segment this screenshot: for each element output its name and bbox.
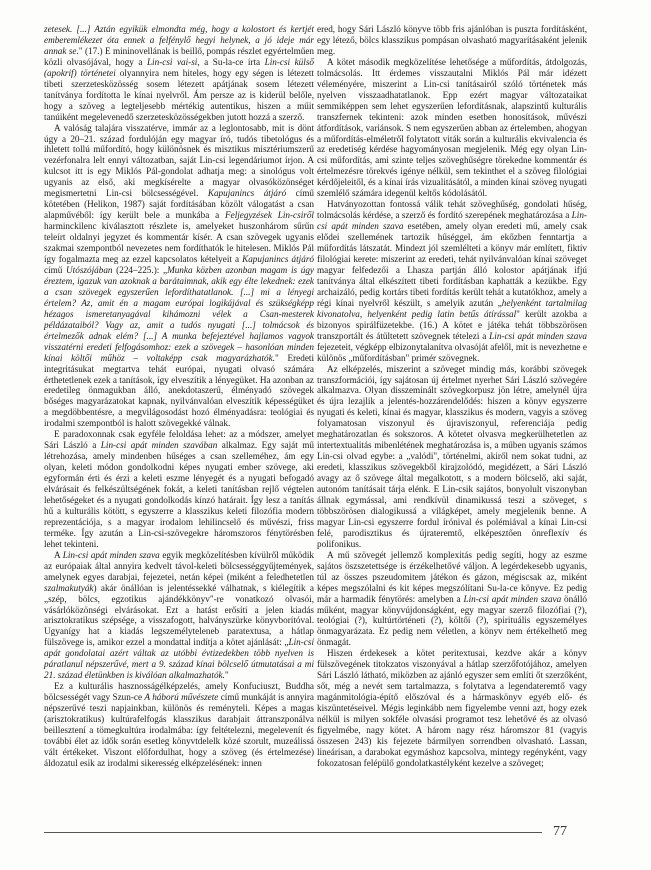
italic-text: Lin-csi apát minden szava: [317, 210, 587, 232]
text-run: esetében, amely olyan eredeti mű, amely csak elődei szellemének tartozik hűséggel, ám ekőzben fenntartja a műfordítás látszatát. Mindezt jól szemlélteti a könyv már említett, fiktív filológiai kerete: miszerint az eredeti, tehát nyilvánvalóan kínai szöveget magyar felfedezői a Lhasza partján álló kolostor apátjának ifjú tanítványa által elkészített tibeti fordításban kaphatták a kezükbe. Egy archaizáló, pedig kortárs tibeti fordítás került tehát a kutatókhoz, amely a régi kínai nyelvről készült, s amelyik azután „: [317, 221, 587, 308]
paragraph: [317, 550, 587, 649]
italic-text: zetesek. [...] Aztán egyikük elmondta még, hogy a kolostort és kertjét emberemlékezet óta ennek a felfénylő hegyi helynek, a jó ideje már annak se: [44, 24, 314, 56]
text-run: E paradoxonnak csak egyféle feloldása lehet: az a módszer, amelyet Sári László a: [44, 429, 314, 451]
italic-text: Lin-csi apát minden szava: [489, 330, 588, 341]
paragraph: [317, 364, 587, 550]
text-run: ) akár önállóan is jelentéssekké válhatnak, s kiélegítik a „szép, bölcs, egzotikus ajándékkönyv"-re vonatkozó olvasói, vásárlóközönségi elvárásokat. Ezt a hatást erősíti a jelen kiadás arisztokratikus szépsége, a visszafogott, halványszürke könyvborítóval. Ugyanígy hat a kiadás legszemélyteleneb paratextusa, a hátlap fülszövege is, amikor ezzel a mondattal indítja a kötet ajánlását: „: [44, 582, 314, 648]
italic-text: Kapujanincs átjáró: [207, 188, 287, 199]
italic-text: Kapujanincs átjáró: [242, 254, 314, 265]
italic-text: Munka közben azonban magam is úgy éreztem, igazuk van azoknak a barátaimnak, akik egy élte lekednek: ezek a csan szövegek egyszerűen lefordíthatatlanok. [...] mi a lényegi értelem? Az, amit én a magam európai logikájával és szükségképp hézagos ismeretanyagával kihámozni vélek a Csan-mesterek példázataiból? Vagy az, amit a tudós nyugati [...] tolmácsok és értelmezők adnak elém? [...] A munka befejeztével hajlamos vagyok visszatérni eredeti felfogásomhoz: ezek a szövegek – hasonlóan minden kínai költői műhöz – voltaképp csak magyarázhatók.: [44, 264, 315, 363]
text-run: A: [54, 549, 63, 560]
italic-text: Lin-csi apát minden szavában: [100, 440, 218, 451]
paragraph: [44, 123, 314, 430]
text-run: ered, hogy Sári László könyve több fris ajánlóban is puszta fordításként, egy létező, bölcs klasszikus pompásan olvasható magyarításaként jelenik meg.: [317, 24, 587, 56]
text-run: harminckilenc kiválasztott részlete is, amelyeket huszonhárom sűrűn teleírt oldalnyi jegyzet és kommentár kísér. A csan szövegek ugyanis szakmai szempontból nevezetes nem fordíthatók le hitelesen. Miklós Pál így fogalmazta meg az ezzel kapcsolatos kételyeit a: [44, 221, 314, 265]
text-run: " került azokba a bizonyos spirálfüzetekbe. (16.) A kötet e játéka tehát többszörösen transzportált és átültetett szövegnek tételezi a: [317, 308, 587, 341]
paragraph: [317, 24, 587, 57]
italic-text: Lin-csi apát minden szava: [62, 549, 160, 560]
italic-text: Lin-csi apát minden szava: [463, 593, 562, 604]
italic-text: Lin-csi külső (apokrif) történetei: [44, 56, 314, 78]
footer-rule: [44, 832, 542, 833]
text-run: alkalmaz. Egy saját mű létrehozása, amely mindenben hűséges a csan szelleméhez, ám egy olyan, keleti módon gondolkodni képes nyugati ember szövege, aki egyformán érti és érzi a keleti eszme lényegét és a nyugati befogadó elvárásait és felkészültségének fokát, a keleti tanításban rejlő végtelen lehetőségeket és a nyugati gondolkodás kínzó határait. Így lesz a tanítás hű a kulturális kötött, s egyszerre a klasszikus keleti filozófia modern reprezentációja, s a magyar irodalom lehilincselő és művészi, friss terméke. Így azután a Lin-csi-szövegekre háromszoros fénytörésben lehet tekinteni.: [44, 440, 314, 549]
italic-text: Lin-csi vai-si: [146, 56, 198, 67]
paragraph: [44, 24, 314, 123]
text-run: ." (17.) E mininovellának is beillő, pompás részlet egyértelműen közli olvasójával, hogy a: [44, 45, 314, 67]
text-run: A kötet második megközelítése lehetősége a műfordítás, átdolgozás, tolmácsolás. Itt érdemes visszautalni Miklós Pál már idézett véleményére, miszerint a Lin-csi tanításairól szóló történetek más nyelven visszaadhatatlanok. Epp ezért magyar változataikat semmiképpen sem lehet egyszerűen lefordításnak, alapszintű kulturális transzfernek tekinteni: azok minden esetben honosítások, művészi átfordítások, variánsok. S nem egyszerűen abban az értelemben, ahogyan a műfordítás-elméletről folytatott viták során a kulturális ekvivalencia és az eredetiség kérdése hagyományosan megjelenik. Még egy olyan Lin-csi műfordítás, ami szinte teljes szöveghűségre törekedne kommentár és értelmezésre törekvés igénye nélkül, sem tekinthet el a szöveg filológiai kérdőjeleitől, és a kínai írás vizualitásától, a minden kínai szöveg nyugati szemlélő számára idegenül keltős kódolásától.: [317, 56, 587, 199]
text-run: fejezeteit, végképp elbizonytalanítva olvasóját afelől, mit is nevezhetne e különös „műfordításban" primér szövegnek.: [317, 341, 587, 363]
italic-text: Feljegyzések Lin-csiről: [225, 210, 314, 221]
page-number: 77: [553, 824, 567, 839]
text-run: Az elképzelés, miszerint a szöveget mindig más, korábbi szövegek transzformációi, így sajátosan új értelmet nyerhet Sári László szövegére alkalmazva. Olyan disszeminált szövegkorpusz jön létre, amelynél újra és újra lezajlik a jelentés-hozzárendelődés: hiszen a könyv egyszerre nyugati és keleti, kínai és magyar, klasszikus és modern, vagyis a szöveg folyamatosan viszonyul és újraviszonyul, referenciája pedig meghatározatlan és sokszoros. A kötetet olvasva megkerülhetetlen az intertextualitás mibenlétének meghatározása is, a műben ugyanis számos Lin-csi olvad egybe: a „valódi", történelmi, akiről nem sokat tudni, az eredeti, klasszikus szövegekből kirajzolódó, megidézett, a Sári László avagy az ő szövege által megalkotott, s a modern bölcselő, aki saját, autonóm tanításait tárja elénk. E Lin-csik sajátos, bonyolult viszonyban állnak egymással, ami rendkívül dinamikussá teszi a szöveget, s többszörösen dialogikussá a világképet, amely megjelenik benne. A magyar Lin-csi egyszerre fordul írónival és polémiával a kínai Lin-csi felé, parodisztikus és újrateremtő, elképesztően önreflexív és polifonikus.: [317, 363, 587, 549]
text-run: Ez a kulturális hasznosságélképzelés, amely Konfuciuszt, Buddha bölcsességét vagy Szun-ce: [44, 681, 314, 703]
text-run: című munkáját is annyira népszerűvé teszi napjainkban, különös és reményteli. Képes a magas (arisztokratikus) kultúrafelfogás klasszikus darabjait áttranszponálva beillesztení a tömegkultúra irodalmába: így feltételezni, megelevenít és további élet az idők során esetleg könyvtdelelk közé szorult, muzeálissá vált értékeket. Viszont előfordulhat, hogy a szöveg (és értelmezése) áldozatul esik az irodalmi sikeresség elképzelésének: innen: [44, 692, 314, 768]
left-text-column: [44, 24, 314, 769]
text-run: Hatványozottan fontossá válik tehát szöveghűség, gondolati hűség, tolmácsolás kérdése, a szerző és fordító szerepének meghatározása a: [317, 199, 587, 221]
paragraph: [317, 57, 587, 199]
paragraph: [44, 429, 314, 549]
paragraph: [44, 681, 314, 769]
text-run: " Eredeti integritásukat megtartva tehát európai, nyugati olvasó számára érthetetlenek ezek a tanítások, így elveszítik a lényegüket. Ha azonban az eredetileg önmagukban álló, anekdotaszerű, élményadó szövegek bőséges magyarázatokat kapnak, nyilvánvalóan elveszítik képességüket a megdöbbentésre, a megvilágosodást hozó élményadásra: teológiai és irodalmi szempontból is halott szövegekké válnak.: [44, 352, 314, 429]
italic-text: Utószójában: [66, 264, 113, 275]
italic-text: helyenként tartalmilag kivonatolva, helyenként pedig latin betűs átírással: [317, 297, 587, 319]
text-run: című: [44, 264, 67, 275]
paragraph: [317, 199, 587, 363]
text-run: , a Su-la-ce írta: [197, 56, 265, 67]
text-run: A mű szövegét jellemző komplexitás pedig segíti, hogy az eszme sajátos öszszetettsége is érzékelhetővé váljon. A legérdekesebb ugyanis, túl az összes pszeudomitem játékon és gázon, mégiscsak az, miként képes megszólalni és kit képes megszólítani Su-la-ce könyve. Ez pedig már a harmadik fénytörés: amelyben a: [317, 549, 587, 604]
right-text-column: [317, 24, 587, 769]
text-run: A valóság talajára visszatérve, immár az a leglontosabb, mit is dönt úgy a 20–21. század fordulóján egy magyar író, tudós tibetológus és ihletett tollú műfordító, hogy különösnek és misztikus misztériumszerű vezérfonalra lelt ennyi változatban, saját Lin-csi legendáriumot írjon. A kulcsot itt is egy Miklós Pál-gondolat adhatja meg: a sinológus volt ugyanis az első, aki megkísérelte a magyar olvasóközönséget megismertetni Lin-csi bölcsességével.: [44, 122, 314, 199]
italic-text: Lin-csi apát gondolatai azért váltak az utóbbi évtizedekben több nyelven is páratlanul népszerűvé, mert a 9. század kínai bölcselő útmutatásai a mi 21. század életünkben is kiválóan alkalmazhatók.: [44, 637, 314, 681]
text-run: önálló műként, magyar könyvújdonságként, egy magyar szerző filozófiai (?), teológiai (?), kultúrtörténeti (?), költői (?), spirituális egyszemélyes önmagyarázata. Ez pedig nem véletlen, a könyv nem értékelhető meg önmagát.: [317, 593, 587, 648]
italic-text: szalmakutyák: [44, 582, 94, 593]
text-run: egyik megközelítésben kívülről működik az európaiak által annyira kedvelt távol-keleti bölcsességgyűjtemények, amelynek egyes darabjai, fejezetei, netán képei (miként a feledhetetlen: [44, 549, 314, 582]
text-run: ": [224, 670, 229, 681]
text-run: Hiszen érdekesek a kötet peritextusai, kezdve akár a könyv fülszövegének titokzatos viszonyával a hátlap szerzőfotójához, amelyen Sári László látható, miközben az ajánló egyszer sem említi őt szerzőként, sőt, még a nevét sem tartalmazza, s folytatva a legendateremtő vagy magánmitológia-építő előszóval és a hármaskönyv egyéb elő- és kiszüntetéseivel. Mégis leginkább nem figyelembe venni azt, hogy ezek nélkül is milyen sokféle olvasási programot tesz lehetővé és az olvasó figyelmébe, nagy kötet. A három nagy rész háromszor 81 (vagyis összesen 243) kis fejezete bármilyen sorrendben olvasható. Lassan, lineárisan, a darabokat egymáshoz kapcsolva, mintegy regényként, vagy fokozatosan felépülő gondolatkastélyként kezelve a szöveget;: [317, 648, 587, 768]
paragraph: [317, 648, 587, 768]
text-run: olyannyira nem hiteles, hogy egy ségen is létezett tibeti szerzetesközösség sosem létezett apátjának sosem létezett tanítványa fordította le kínai nyelvről. Ám persze az is kiderül belőle, hogy a szöveg a legteljesebb mértékig autentikus, hiszen a műit tanúiként megelevenedő szerzetesközösségekben jutott hozzá a szerző.: [44, 67, 314, 122]
paragraph: [44, 550, 314, 681]
text-run: (224–225.): „: [112, 264, 168, 275]
text-run: című kötetében (Helikon, 1987) saját fordításában közölt válogatást a csan alapművéből: így került bele a munkába a: [44, 188, 314, 221]
italic-text: A háború művészete: [144, 692, 219, 703]
